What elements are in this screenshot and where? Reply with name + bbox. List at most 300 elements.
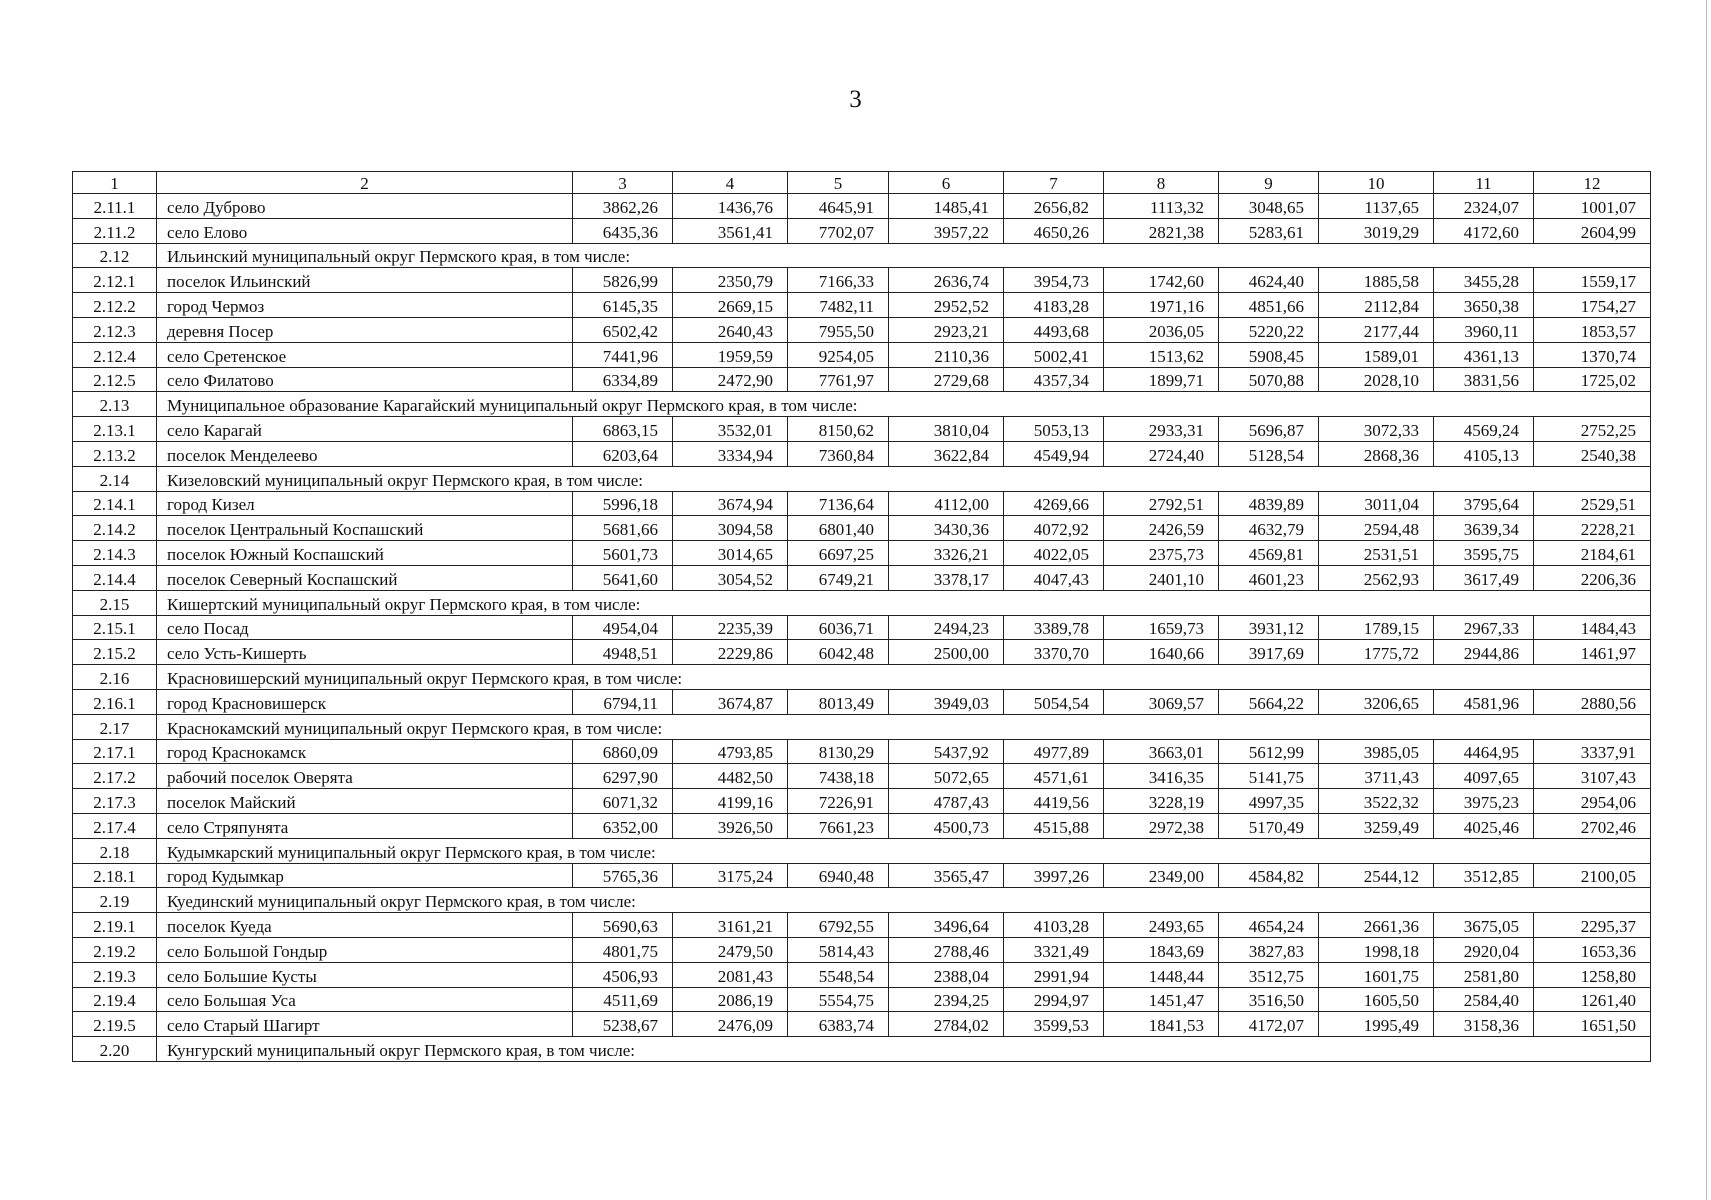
value-cell: 7482,11 — [788, 293, 889, 318]
table-row — [73, 764, 1651, 789]
value-cell: 4584,82 — [1219, 863, 1319, 888]
value-cell: 4650,26 — [1004, 218, 1104, 243]
table-row — [73, 813, 1651, 838]
value-cell: 1959,59 — [673, 342, 788, 367]
value-cell: 1742,60 — [1104, 268, 1219, 293]
value-cell: 4022,05 — [1004, 541, 1104, 566]
group-row — [73, 665, 1651, 690]
value-cell: 7955,50 — [788, 317, 889, 342]
row-code: 2.12.2 — [73, 293, 157, 318]
value-cell: 7166,33 — [788, 268, 889, 293]
value-cell: 2661,36 — [1319, 913, 1434, 938]
value-cell: 3954,73 — [1004, 268, 1104, 293]
value-cell: 1513,62 — [1104, 342, 1219, 367]
value-cell: 2636,74 — [889, 268, 1004, 293]
value-cell: 2426,59 — [1104, 516, 1219, 541]
row-code: 2.19.2 — [73, 937, 157, 962]
value-cell: 1998,18 — [1319, 937, 1434, 962]
row-code: 2.12.5 — [73, 367, 157, 392]
row-code: 2.13.1 — [73, 417, 157, 442]
group-row — [73, 243, 1651, 268]
value-cell: 1436,76 — [673, 194, 788, 219]
table-row — [73, 640, 1651, 665]
value-cell: 1659,73 — [1104, 615, 1219, 640]
value-cell: 3711,43 — [1319, 764, 1434, 789]
value-cell: 3011,04 — [1319, 491, 1434, 516]
value-cell: 3512,85 — [1434, 863, 1534, 888]
value-cell: 8013,49 — [788, 689, 889, 714]
value-cell: 6352,00 — [573, 813, 673, 838]
value-cell: 1451,47 — [1104, 987, 1219, 1012]
column-header: 3 — [573, 172, 673, 194]
settlement-name: поселок Ильинский — [157, 268, 573, 293]
value-cell: 6940,48 — [788, 863, 889, 888]
row-code: 2.14.2 — [73, 516, 157, 541]
settlement-name: поселок Центральный Коспашский — [157, 516, 573, 541]
value-cell: 2656,82 — [1004, 194, 1104, 219]
value-cell: 1789,15 — [1319, 615, 1434, 640]
value-cell: 2784,02 — [889, 1012, 1004, 1037]
value-cell: 4506,93 — [573, 962, 673, 987]
value-cell: 1559,17 — [1534, 268, 1651, 293]
value-cell: 2479,50 — [673, 937, 788, 962]
value-cell: 5765,36 — [573, 863, 673, 888]
group-title: Кишертский муниципальный округ Пермского края, в том числе: — [157, 590, 1651, 615]
value-cell: 2494,23 — [889, 615, 1004, 640]
value-cell: 4112,00 — [889, 491, 1004, 516]
value-cell: 2184,61 — [1534, 541, 1651, 566]
column-header: 12 — [1534, 172, 1651, 194]
value-cell: 2036,05 — [1104, 317, 1219, 342]
row-code: 2.13.2 — [73, 441, 157, 466]
column-number-row — [73, 172, 1651, 194]
value-cell: 8150,62 — [788, 417, 889, 442]
value-cell: 3827,83 — [1219, 937, 1319, 962]
value-cell: 5054,54 — [1004, 689, 1104, 714]
value-cell: 2228,21 — [1534, 516, 1651, 541]
value-cell: 1484,43 — [1534, 615, 1651, 640]
value-cell: 2529,51 — [1534, 491, 1651, 516]
value-cell: 2788,46 — [889, 937, 1004, 962]
value-cell: 1113,32 — [1104, 194, 1219, 219]
value-cell: 6697,25 — [788, 541, 889, 566]
settlement-name: поселок Южный Коспашский — [157, 541, 573, 566]
value-cell: 3810,04 — [889, 417, 1004, 442]
table-row — [73, 863, 1651, 888]
value-cell: 4183,28 — [1004, 293, 1104, 318]
value-cell: 3985,05 — [1319, 739, 1434, 764]
value-cell: 7441,96 — [573, 342, 673, 367]
value-cell: 3622,84 — [889, 441, 1004, 466]
row-code: 2.17.4 — [73, 813, 157, 838]
value-cell: 1601,75 — [1319, 962, 1434, 987]
group-title: Ильинский муниципальный округ Пермского края, в том числе: — [157, 243, 1651, 268]
value-cell: 5641,60 — [573, 565, 673, 590]
value-cell: 5908,45 — [1219, 342, 1319, 367]
value-cell: 2401,10 — [1104, 565, 1219, 590]
table-row — [73, 913, 1651, 938]
value-cell: 3650,38 — [1434, 293, 1534, 318]
table-row — [73, 317, 1651, 342]
table-row — [73, 937, 1651, 962]
value-cell: 4801,75 — [573, 937, 673, 962]
value-cell: 4632,79 — [1219, 516, 1319, 541]
settlement-name: поселок Северный Коспашский — [157, 565, 573, 590]
value-cell: 4977,89 — [1004, 739, 1104, 764]
value-cell: 3926,50 — [673, 813, 788, 838]
value-cell: 1651,50 — [1534, 1012, 1651, 1037]
value-cell: 2584,40 — [1434, 987, 1534, 1012]
settlement-name: село Усть-Кишерть — [157, 640, 573, 665]
value-cell: 4954,04 — [573, 615, 673, 640]
value-cell: 3831,56 — [1434, 367, 1534, 392]
value-cell: 1899,71 — [1104, 367, 1219, 392]
value-cell: 5814,43 — [788, 937, 889, 962]
row-code: 2.17 — [73, 714, 157, 739]
value-cell: 2177,44 — [1319, 317, 1434, 342]
value-cell: 4997,35 — [1219, 789, 1319, 814]
value-cell: 4654,24 — [1219, 913, 1319, 938]
value-cell: 4361,13 — [1434, 342, 1534, 367]
value-cell: 4419,56 — [1004, 789, 1104, 814]
value-cell: 4601,23 — [1219, 565, 1319, 590]
value-cell: 3674,94 — [673, 491, 788, 516]
row-code: 2.19.4 — [73, 987, 157, 1012]
value-cell: 4549,94 — [1004, 441, 1104, 466]
value-cell: 2235,39 — [673, 615, 788, 640]
value-cell: 1725,02 — [1534, 367, 1651, 392]
settlement-name: город Кудымкар — [157, 863, 573, 888]
value-cell: 4793,85 — [673, 739, 788, 764]
value-cell: 3206,65 — [1319, 689, 1434, 714]
value-cell: 2394,25 — [889, 987, 1004, 1012]
value-cell: 3522,32 — [1319, 789, 1434, 814]
value-cell: 1885,58 — [1319, 268, 1434, 293]
value-cell: 3599,53 — [1004, 1012, 1104, 1037]
value-cell: 1485,41 — [889, 194, 1004, 219]
value-cell: 1137,65 — [1319, 194, 1434, 219]
settlement-name: город Чермоз — [157, 293, 573, 318]
value-cell: 2540,38 — [1534, 441, 1651, 466]
value-cell: 1775,72 — [1319, 640, 1434, 665]
value-cell: 3532,01 — [673, 417, 788, 442]
value-cell: 3675,05 — [1434, 913, 1534, 938]
row-code: 2.18 — [73, 838, 157, 863]
value-cell: 5612,99 — [1219, 739, 1319, 764]
group-row — [73, 590, 1651, 615]
value-cell: 3455,28 — [1434, 268, 1534, 293]
value-cell: 4569,24 — [1434, 417, 1534, 442]
value-cell: 3663,01 — [1104, 739, 1219, 764]
table-row — [73, 441, 1651, 466]
value-cell: 7136,64 — [788, 491, 889, 516]
value-cell: 4269,66 — [1004, 491, 1104, 516]
value-cell: 5283,61 — [1219, 218, 1319, 243]
value-cell: 6334,89 — [573, 367, 673, 392]
value-cell: 2349,00 — [1104, 863, 1219, 888]
row-code: 2.17.2 — [73, 764, 157, 789]
value-cell: 3048,65 — [1219, 194, 1319, 219]
row-code: 2.18.1 — [73, 863, 157, 888]
settlement-name: село Дуброво — [157, 194, 573, 219]
settlement-name: город Красновишерск — [157, 689, 573, 714]
value-cell: 5696,87 — [1219, 417, 1319, 442]
row-code: 2.11.2 — [73, 218, 157, 243]
group-row — [73, 466, 1651, 491]
value-cell: 1640,66 — [1104, 640, 1219, 665]
value-cell: 6792,55 — [788, 913, 889, 938]
value-cell: 2112,84 — [1319, 293, 1434, 318]
value-cell: 3565,47 — [889, 863, 1004, 888]
value-cell: 4357,34 — [1004, 367, 1104, 392]
value-cell: 6383,74 — [788, 1012, 889, 1037]
group-title: Куединский муниципальный округ Пермского края, в том числе: — [157, 888, 1651, 913]
value-cell: 2604,99 — [1534, 218, 1651, 243]
settlement-name: село Большой Гондыр — [157, 937, 573, 962]
value-cell: 1841,53 — [1104, 1012, 1219, 1037]
value-cell: 4645,91 — [788, 194, 889, 219]
value-cell: 2594,48 — [1319, 516, 1434, 541]
value-cell: 4839,89 — [1219, 491, 1319, 516]
table-row — [73, 367, 1651, 392]
value-cell: 3321,49 — [1004, 937, 1104, 962]
column-header: 9 — [1219, 172, 1319, 194]
value-cell: 2967,33 — [1434, 615, 1534, 640]
column-header: 7 — [1004, 172, 1104, 194]
table-row — [73, 268, 1651, 293]
value-cell: 3595,75 — [1434, 541, 1534, 566]
value-cell: 6801,40 — [788, 516, 889, 541]
value-cell: 5554,75 — [788, 987, 889, 1012]
value-cell: 5826,99 — [573, 268, 673, 293]
value-cell: 2581,80 — [1434, 962, 1534, 987]
value-cell: 4493,68 — [1004, 317, 1104, 342]
table-row — [73, 516, 1651, 541]
value-cell: 1261,40 — [1534, 987, 1651, 1012]
row-code: 2.14.3 — [73, 541, 157, 566]
settlement-name: село Сретенское — [157, 342, 573, 367]
value-cell: 1448,44 — [1104, 962, 1219, 987]
value-cell: 6749,21 — [788, 565, 889, 590]
value-cell: 3960,11 — [1434, 317, 1534, 342]
value-cell: 5238,67 — [573, 1012, 673, 1037]
value-cell: 5548,54 — [788, 962, 889, 987]
value-cell: 3957,22 — [889, 218, 1004, 243]
value-cell: 4105,13 — [1434, 441, 1534, 466]
row-code: 2.17.3 — [73, 789, 157, 814]
page-number: 3 — [849, 86, 862, 113]
value-cell: 5070,88 — [1219, 367, 1319, 392]
group-title: Кунгурский муниципальный округ Пермского края, в том числе: — [157, 1037, 1651, 1062]
row-code: 2.14 — [73, 466, 157, 491]
value-cell: 1853,57 — [1534, 317, 1651, 342]
value-cell: 3019,29 — [1319, 218, 1434, 243]
value-cell: 4511,69 — [573, 987, 673, 1012]
table-row — [73, 689, 1651, 714]
value-cell: 4199,16 — [673, 789, 788, 814]
value-cell: 1754,27 — [1534, 293, 1651, 318]
table-row — [73, 615, 1651, 640]
row-code: 2.13 — [73, 392, 157, 417]
value-cell: 6042,48 — [788, 640, 889, 665]
value-cell: 6071,32 — [573, 789, 673, 814]
settlement-name: деревня Посер — [157, 317, 573, 342]
row-code: 2.16 — [73, 665, 157, 690]
value-cell: 3512,75 — [1219, 962, 1319, 987]
value-cell: 2923,21 — [889, 317, 1004, 342]
value-cell: 2880,56 — [1534, 689, 1651, 714]
value-cell: 2752,25 — [1534, 417, 1651, 442]
value-cell: 1370,74 — [1534, 342, 1651, 367]
value-cell: 3496,64 — [889, 913, 1004, 938]
value-cell: 2944,86 — [1434, 640, 1534, 665]
value-cell: 2472,90 — [673, 367, 788, 392]
value-cell: 2028,10 — [1319, 367, 1434, 392]
value-cell: 5220,22 — [1219, 317, 1319, 342]
value-cell: 3158,36 — [1434, 1012, 1534, 1037]
table-body — [73, 172, 1651, 1062]
value-cell: 3107,43 — [1534, 764, 1651, 789]
value-cell: 2350,79 — [673, 268, 788, 293]
value-cell: 4787,43 — [889, 789, 1004, 814]
value-cell: 2388,04 — [889, 962, 1004, 987]
table-row — [73, 962, 1651, 987]
column-header: 1 — [73, 172, 157, 194]
value-cell: 4172,60 — [1434, 218, 1534, 243]
settlement-name: село Карагай — [157, 417, 573, 442]
scan-border — [1706, 0, 1707, 1200]
table-row — [73, 293, 1651, 318]
value-cell: 4569,81 — [1219, 541, 1319, 566]
value-cell: 6297,90 — [573, 764, 673, 789]
table-row — [73, 342, 1651, 367]
value-cell: 5141,75 — [1219, 764, 1319, 789]
row-code: 2.14.1 — [73, 491, 157, 516]
value-cell: 5690,63 — [573, 913, 673, 938]
row-code: 2.12.4 — [73, 342, 157, 367]
settlement-name: село Елово — [157, 218, 573, 243]
value-cell: 3370,70 — [1004, 640, 1104, 665]
value-cell: 4571,61 — [1004, 764, 1104, 789]
value-cell: 2972,38 — [1104, 813, 1219, 838]
value-cell: 2086,19 — [673, 987, 788, 1012]
value-cell: 2724,40 — [1104, 441, 1219, 466]
value-cell: 2920,04 — [1434, 937, 1534, 962]
value-cell: 2500,00 — [889, 640, 1004, 665]
value-cell: 3516,50 — [1219, 987, 1319, 1012]
row-code: 2.12.3 — [73, 317, 157, 342]
value-cell: 4025,46 — [1434, 813, 1534, 838]
value-cell: 3378,17 — [889, 565, 1004, 590]
value-cell: 3259,49 — [1319, 813, 1434, 838]
group-title: Кудымкарский муниципальный округ Пермского края, в том числе: — [157, 838, 1651, 863]
value-cell: 4103,28 — [1004, 913, 1104, 938]
value-cell: 2792,51 — [1104, 491, 1219, 516]
value-cell: 6502,42 — [573, 317, 673, 342]
value-cell: 6036,71 — [788, 615, 889, 640]
value-cell: 3997,26 — [1004, 863, 1104, 888]
value-cell: 3430,36 — [889, 516, 1004, 541]
table-row — [73, 789, 1651, 814]
value-cell: 3069,57 — [1104, 689, 1219, 714]
value-cell: 2110,36 — [889, 342, 1004, 367]
value-cell: 7661,23 — [788, 813, 889, 838]
column-header: 5 — [788, 172, 889, 194]
group-title: Краснокамский муниципальный округ Пермского края, в том числе: — [157, 714, 1651, 739]
group-row — [73, 888, 1651, 913]
table-row — [73, 218, 1651, 243]
value-cell: 2295,37 — [1534, 913, 1651, 938]
value-cell: 3975,23 — [1434, 789, 1534, 814]
value-cell: 2562,93 — [1319, 565, 1434, 590]
table-row — [73, 1012, 1651, 1037]
settlement-name: рабочий поселок Оверята — [157, 764, 573, 789]
value-cell: 3334,94 — [673, 441, 788, 466]
value-cell: 4482,50 — [673, 764, 788, 789]
value-cell: 4851,66 — [1219, 293, 1319, 318]
row-code: 2.12.1 — [73, 268, 157, 293]
value-cell: 1843,69 — [1104, 937, 1219, 962]
value-cell: 1461,97 — [1534, 640, 1651, 665]
value-cell: 4624,40 — [1219, 268, 1319, 293]
row-code: 2.15.2 — [73, 640, 157, 665]
value-cell: 5053,13 — [1004, 417, 1104, 442]
value-cell: 1653,36 — [1534, 937, 1651, 962]
value-cell: 5170,49 — [1219, 813, 1319, 838]
value-cell: 3416,35 — [1104, 764, 1219, 789]
value-cell: 4515,88 — [1004, 813, 1104, 838]
value-cell: 3639,34 — [1434, 516, 1534, 541]
row-code: 2.15 — [73, 590, 157, 615]
value-cell: 6860,09 — [573, 739, 673, 764]
value-cell: 3389,78 — [1004, 615, 1104, 640]
table-row — [73, 491, 1651, 516]
column-header: 4 — [673, 172, 788, 194]
row-code: 2.17.1 — [73, 739, 157, 764]
value-cell: 5072,65 — [889, 764, 1004, 789]
value-cell: 2324,07 — [1434, 194, 1534, 219]
table-row — [73, 194, 1651, 219]
settlement-name: поселок Менделеево — [157, 441, 573, 466]
settlement-name: город Краснокамск — [157, 739, 573, 764]
value-cell: 1971,16 — [1104, 293, 1219, 318]
value-cell: 2954,06 — [1534, 789, 1651, 814]
row-code: 2.19.3 — [73, 962, 157, 987]
value-cell: 5664,22 — [1219, 689, 1319, 714]
value-cell: 6435,36 — [573, 218, 673, 243]
value-cell: 3795,64 — [1434, 491, 1534, 516]
settlement-name: село Большие Кусты — [157, 962, 573, 987]
row-code: 2.20 — [73, 1037, 157, 1062]
value-cell: 3175,24 — [673, 863, 788, 888]
value-cell: 3674,87 — [673, 689, 788, 714]
value-cell: 3561,41 — [673, 218, 788, 243]
value-cell: 4581,96 — [1434, 689, 1534, 714]
settlement-name: село Посад — [157, 615, 573, 640]
value-cell: 2493,65 — [1104, 913, 1219, 938]
value-cell: 2531,51 — [1319, 541, 1434, 566]
value-cell: 4500,73 — [889, 813, 1004, 838]
value-cell: 3014,65 — [673, 541, 788, 566]
value-cell: 2081,43 — [673, 962, 788, 987]
table-row — [73, 417, 1651, 442]
value-cell: 4097,65 — [1434, 764, 1534, 789]
value-cell: 6863,15 — [573, 417, 673, 442]
settlement-name: село Филатово — [157, 367, 573, 392]
value-cell: 9254,05 — [788, 342, 889, 367]
value-cell: 2933,31 — [1104, 417, 1219, 442]
value-cell: 5601,73 — [573, 541, 673, 566]
